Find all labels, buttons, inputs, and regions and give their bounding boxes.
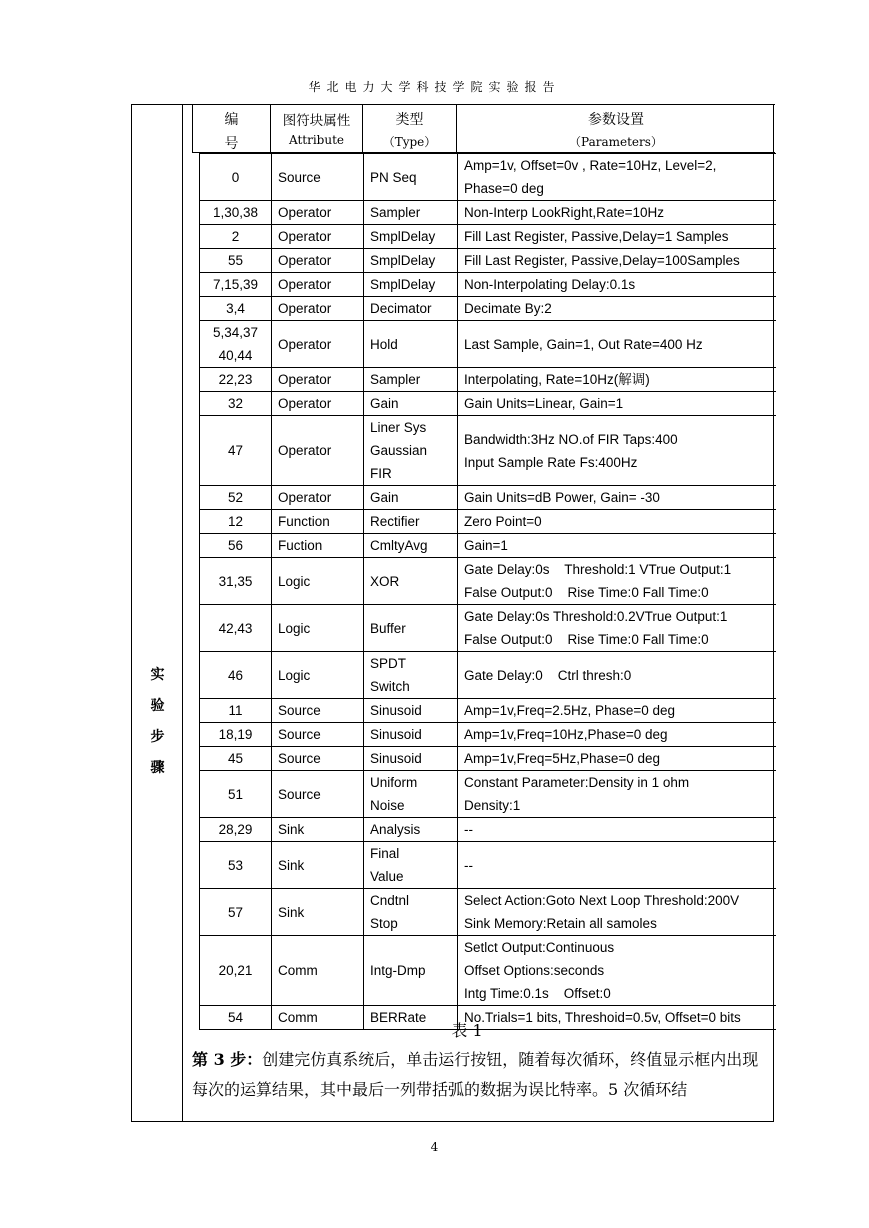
left-column	[132, 105, 183, 1121]
cell-attr: Source	[272, 723, 364, 747]
cell-id: 54	[200, 1006, 272, 1030]
cell-type: PN Seq	[364, 154, 458, 201]
cell-id: 7,15,39	[200, 273, 272, 297]
cell-type: Analysis	[364, 818, 458, 842]
cell-params: Bandwidth:3Hz NO.of FIR Taps:400 Input Sample Rate Fs:400Hz	[458, 416, 776, 486]
table-row	[200, 273, 776, 297]
cell-id: 20,21	[200, 936, 272, 1006]
cell-params: Interpolating, Rate=10Hz(解调)	[458, 368, 776, 392]
cell-params: Amp=1v,Freq=2.5Hz, Phase=0 deg	[458, 699, 776, 723]
cell-id: 3,4	[200, 297, 272, 321]
cell-id: 56	[200, 534, 272, 558]
parameter-table	[199, 153, 776, 1030]
table-row	[200, 699, 776, 723]
cell-params: No.Trials=1 bits, Threshoid=0.5v, Offset=0 bits	[458, 1006, 776, 1030]
cell-type: SmplDelay	[364, 249, 458, 273]
table-row	[200, 723, 776, 747]
cell-attr: Sink	[272, 842, 364, 889]
cell-params: Amp=1v, Offset=0v , Rate=10Hz, Level=2, Phase=0 deg	[458, 154, 776, 201]
cell-type: Decimator	[364, 297, 458, 321]
cell-attr: Operator	[272, 201, 364, 225]
cell-id: 53	[200, 842, 272, 889]
table-row	[200, 534, 776, 558]
cell-attr: Fuction	[272, 534, 364, 558]
cell-id: 55	[200, 249, 272, 273]
cell-id: 52	[200, 486, 272, 510]
cell-id: 11	[200, 699, 272, 723]
cell-params: Non-Interp LookRight,Rate=10Hz	[458, 201, 776, 225]
column-header-attribute: 图符块属性 Attribute	[271, 105, 363, 153]
table-row	[200, 771, 776, 818]
cell-attr: Source	[272, 771, 364, 818]
cell-params: Zero Point=0	[458, 510, 776, 534]
table-row	[200, 486, 776, 510]
page-number: 4	[430, 1140, 439, 1154]
table-row	[200, 510, 776, 534]
column-header-id: 编 号	[192, 105, 271, 153]
cell-attr: Operator	[272, 368, 364, 392]
cell-params: Gain=1	[458, 534, 776, 558]
cell-attr: Sink	[272, 889, 364, 936]
cell-type: SPDT Switch	[364, 652, 458, 699]
cell-params: Gate Delay:0 Ctrl thresh:0	[458, 652, 776, 699]
cell-attr: Operator	[272, 416, 364, 486]
cell-id: 1,30,38	[200, 201, 272, 225]
table-row	[200, 321, 776, 368]
cell-params: Amp=1v,Freq=5Hz,Phase=0 deg	[458, 747, 776, 771]
cell-params: Gate Delay:0s Threshold:0.2VTrue Output:1 False Output:0 Rise Time:0 Fall Time:0	[458, 605, 776, 652]
cell-params: Gain Units=Linear, Gain=1	[458, 392, 776, 416]
cell-params: Gate Delay:0s Threshold:1 VTrue Output:1 False Output:0 Rise Time:0 Fall Time:0	[458, 558, 776, 605]
cell-type: XOR	[364, 558, 458, 605]
cell-params: Fill Last Register, Passive,Delay=100Samples	[458, 249, 776, 273]
cell-type: Sinusoid	[364, 747, 458, 771]
cell-attr: Operator	[272, 273, 364, 297]
cell-attr: Logic	[272, 652, 364, 699]
table-row	[200, 201, 776, 225]
cell-attr: Logic	[272, 558, 364, 605]
column-header-parameters: 参数设置 （Parameters）	[457, 105, 775, 153]
cell-type: Rectifier	[364, 510, 458, 534]
cell-type: Hold	[364, 321, 458, 368]
cell-params: Decimate By:2	[458, 297, 776, 321]
cell-id: 5,34,37 40,44	[200, 321, 272, 368]
cell-type: Sinusoid	[364, 723, 458, 747]
table-row	[200, 416, 776, 486]
step-3-paragraph	[192, 1045, 772, 1105]
cell-id: 31,35	[200, 558, 272, 605]
cell-type: SmplDelay	[364, 273, 458, 297]
table-row	[200, 936, 776, 1006]
table-caption: 表 1	[451, 1021, 483, 1040]
cell-type: Final Value	[364, 842, 458, 889]
step-3-label: 第 3 步：	[192, 1050, 263, 1069]
table-row	[200, 558, 776, 605]
table-row	[200, 818, 776, 842]
cell-attr: Source	[272, 154, 364, 201]
table-row	[200, 842, 776, 889]
cell-attr: Operator	[272, 297, 364, 321]
cell-type: Sampler	[364, 201, 458, 225]
cell-params: Non-Interpolating Delay:0.1s	[458, 273, 776, 297]
table-row	[200, 154, 776, 201]
cell-attr: Comm	[272, 936, 364, 1006]
cell-attr: Sink	[272, 818, 364, 842]
section-label-char: 骤	[150, 760, 165, 776]
cell-params: Amp=1v,Freq=10Hz,Phase=0 deg	[458, 723, 776, 747]
cell-type: Uniform Noise	[364, 771, 458, 818]
cell-id: 42,43	[200, 605, 272, 652]
table-row	[200, 747, 776, 771]
cell-attr: Function	[272, 510, 364, 534]
cell-id: 46	[200, 652, 272, 699]
cell-attr: Logic	[272, 605, 364, 652]
cell-id: 0	[200, 154, 272, 201]
cell-attr: Operator	[272, 249, 364, 273]
cell-attr: Comm	[272, 1006, 364, 1030]
cell-attr: Source	[272, 747, 364, 771]
cell-id: 51	[200, 771, 272, 818]
cell-type: CmltyAvg	[364, 534, 458, 558]
cell-params: Fill Last Register, Passive,Delay=1 Samples	[458, 225, 776, 249]
cell-type: Liner Sys Gaussian FIR	[364, 416, 458, 486]
cell-type: Gain	[364, 486, 458, 510]
cell-type: SmplDelay	[364, 225, 458, 249]
table-row	[200, 652, 776, 699]
cell-id: 12	[200, 510, 272, 534]
cell-params: --	[458, 818, 776, 842]
cell-id: 28,29	[200, 818, 272, 842]
table-row	[200, 249, 776, 273]
cell-attr: Operator	[272, 225, 364, 249]
section-label-char: 验	[150, 698, 165, 714]
step-3-text: 创建完仿真系统后，单击运行按钮，随着每次循环，终值显示框内出现每次的运算结果，其中最后一列带括弧的数据为误比特率。5 次循环结	[192, 1050, 759, 1099]
cell-type: Intg-Dmp	[364, 936, 458, 1006]
table-row	[200, 225, 776, 249]
column-header-type: 类型 （Type）	[363, 105, 457, 153]
cell-id: 2	[200, 225, 272, 249]
table-row	[200, 392, 776, 416]
cell-params: Select Action:Goto Next Loop Threshold:200V Sink Memory:Retain all samoles	[458, 889, 776, 936]
cell-attr: Operator	[272, 321, 364, 368]
cell-id: 32	[200, 392, 272, 416]
cell-type: Cndtnl Stop	[364, 889, 458, 936]
table-row	[200, 297, 776, 321]
cell-id: 18,19	[200, 723, 272, 747]
cell-params: --	[458, 842, 776, 889]
cell-id: 22,23	[200, 368, 272, 392]
cell-id: 45	[200, 747, 272, 771]
table-row	[200, 605, 776, 652]
report-header: 华北电力大学科技学院实验报告	[308, 80, 561, 94]
cell-attr: Operator	[272, 486, 364, 510]
section-label-char: 步	[150, 729, 165, 745]
cell-id: 57	[200, 889, 272, 936]
cell-params: Constant Parameter:Density in 1 ohm Density:1	[458, 771, 776, 818]
cell-params: Gain Units=dB Power, Gain= -30	[458, 486, 776, 510]
cell-attr: Source	[272, 699, 364, 723]
table-row	[200, 889, 776, 936]
cell-type: BERRate	[364, 1006, 458, 1030]
cell-type: Buffer	[364, 605, 458, 652]
table-row	[200, 368, 776, 392]
section-label-char: 实	[150, 667, 165, 683]
cell-type: Gain	[364, 392, 458, 416]
cell-params: Setlct Output:Continuous Offset Options:seconds Intg Time:0.1s Offset:0	[458, 936, 776, 1006]
cell-id: 47	[200, 416, 272, 486]
cell-attr: Operator	[272, 392, 364, 416]
section-label-experiment-steps	[132, 660, 183, 784]
cell-type: Sinusoid	[364, 699, 458, 723]
cell-type: Sampler	[364, 368, 458, 392]
cell-params: Last Sample, Gain=1, Out Rate=400 Hz	[458, 321, 776, 368]
